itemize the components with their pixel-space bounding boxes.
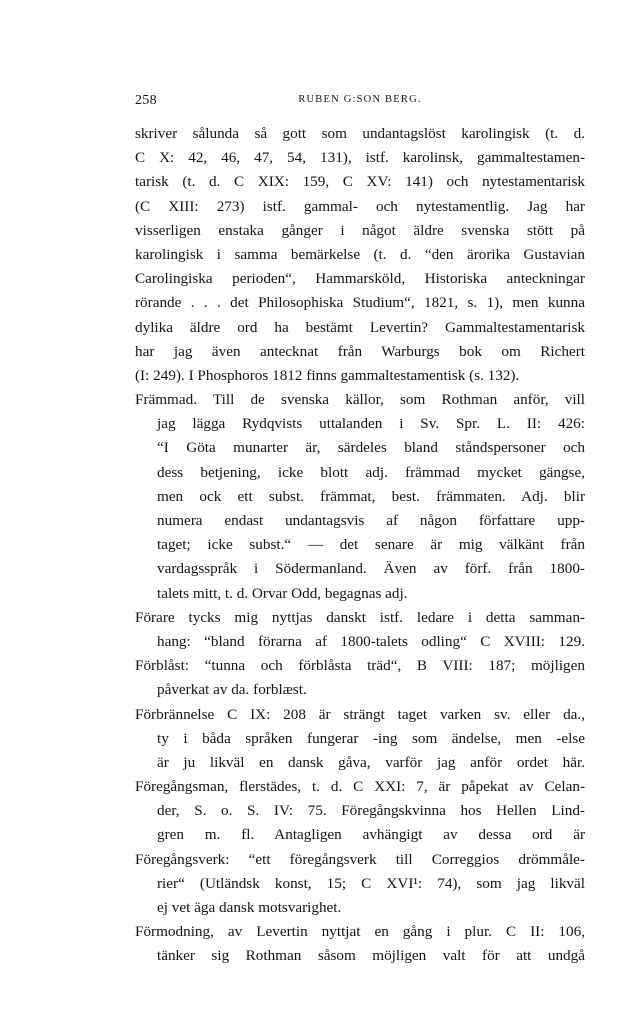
- text-line: karolingisk i samma bemärkelse (t. d. “den ärorika Gustavian: [135, 245, 585, 263]
- text-line: jag lägga Rydqvists uttalanden i Sv. Spr. L. II: 426:: [157, 415, 585, 433]
- text-line: (I: 249). I Phosphoros 1812 finns gammaltestamentisk (s. 132).: [135, 366, 520, 384]
- text-line: Förblåst: “tunna och förblåsta träd“, B VIII: 187; möjligen: [135, 657, 585, 675]
- text-line: der, S. o. S. IV: 75. Föregångskvinna hos Hellen Lind-: [157, 802, 585, 820]
- body-text: [135, 122, 585, 969]
- text-line: ty i båda språken fungerar -ing som ändelse, men -else: [157, 729, 585, 747]
- text-line: är ju likväl en dansk gåva, varför jag anför ordet här.: [157, 753, 585, 771]
- text-line: Främmad. Till de svenska källor, som Rothman anför, vill: [135, 391, 585, 409]
- text-line: C X: 42, 46, 47, 54, 131), istf. karolinsk, gammaltestamen-: [135, 149, 585, 167]
- text-line: visserligen enstaka gånger i något äldre svenska stött på: [135, 221, 585, 239]
- text-line: dylika äldre ord ha bestämt Levertin? Gammaltestamentarisk: [135, 318, 585, 336]
- page-header: [135, 93, 585, 113]
- text-line: Förbrännelse C IX: 208 är strängt taget varken sv. eller da.,: [135, 705, 585, 723]
- text-line: tänker sig Rothman såsom möjligen valt för att undgå: [157, 947, 585, 965]
- text-line: ej vet äga dansk motsvarighet.: [157, 899, 342, 916]
- running-head: RUBEN G:SON BERG.: [298, 94, 422, 105]
- text-line: “I Göta munarter är, särdeles bland ståndspersoner och: [157, 439, 585, 457]
- text-line: hang: “bland förarna af 1800-talets odling“ C XVIII: 129.: [157, 632, 585, 650]
- text-line: rier“ (Utländsk konst, 15; C XVI¹: 74), som jag likväl: [157, 874, 585, 892]
- text-line: Förare tycks mig nyttjas danskt istf. ledare i detta samman-: [135, 608, 585, 626]
- text-line: Carolingiska perioden“, Hammarsköld, Historiska anteckningar: [135, 270, 585, 288]
- text-line: gren m. fl. Antagligen avhängigt av dessa ord är: [157, 826, 585, 844]
- text-line: tarisk (t. d. C XIX: 159, C XV: 141) och nytestamentarisk: [135, 173, 585, 191]
- text-line: numera endast undantagsvis af någon författare upp-: [157, 512, 585, 529]
- text-line: taget; icke subst.“ — det senare är mig välkänt från: [157, 536, 585, 554]
- text-line: Föregångsverk: “ett föregångsverk till Correggios drömmåle-: [135, 850, 585, 868]
- text-line: har jag även antecknat från Warburgs bok om Richert: [135, 342, 585, 360]
- text-line: Föregångsman, flerstädes, t. d. C XXI: 7, är påpekat av Celan-: [135, 778, 585, 796]
- text-line: men ock ett subst. främmat, best. främmaten. Adj. blir: [157, 487, 585, 505]
- text-line: Förmodning, av Levertin nyttjat en gång i plur. C II: 106,: [135, 923, 585, 941]
- text-line: talets mitt, t. d. Orvar Odd, begagnas adj.: [157, 584, 408, 602]
- text-line: vardagsspråk i Södermanland. Även av förf. från 1800-: [157, 560, 585, 578]
- text-line: dess betjening, icke blott adj. främmad mycket gängse,: [157, 463, 585, 481]
- text-line: (C XIII: 273) istf. gammal- och nytestamentlig. Jag har: [135, 197, 585, 215]
- text-line: skriver sålunda så gott som undantagslöst karolingisk (t. d.: [135, 125, 585, 142]
- text-line: rörande . . . det Philosophiska Studium“, 1821, s. 1), men kunna: [135, 294, 585, 312]
- page-number: 258: [135, 93, 157, 108]
- text-line: påverkat av da. forblæst.: [157, 681, 307, 699]
